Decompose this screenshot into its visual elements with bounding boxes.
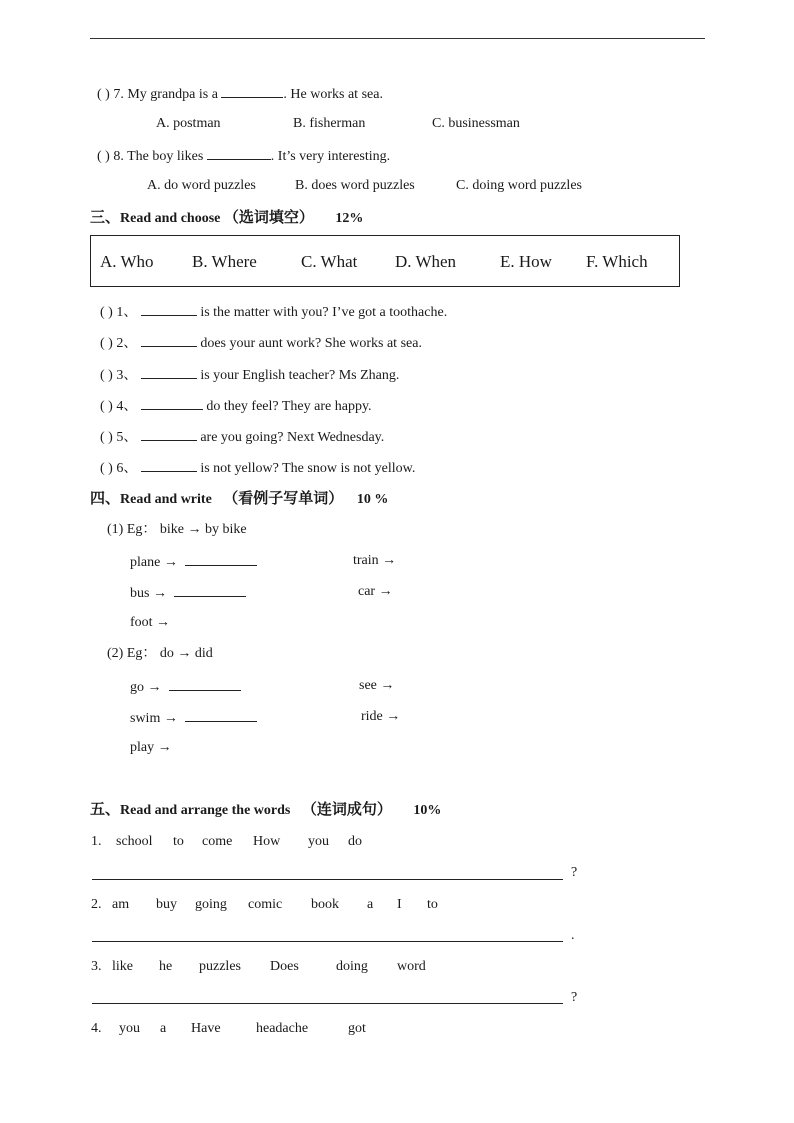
answer-paren[interactable]: ( ) <box>100 430 113 445</box>
item-text: is your English teacher? Ms Zhang. <box>200 368 400 383</box>
word-ride <box>361 708 400 726</box>
example-1: (1) Eg： bike → by bike <box>107 522 247 537</box>
answer-paren[interactable]: ( ) <box>97 149 110 164</box>
end-punctuation: ? <box>571 865 578 880</box>
section-title: Read and arrange the words <box>120 803 291 818</box>
word-label: foot → <box>130 615 171 630</box>
word-label: bus → <box>130 586 167 601</box>
word-bus <box>130 583 246 603</box>
word-choice-box <box>90 235 680 287</box>
option-a: A. postman <box>156 116 221 131</box>
section-title: Read and choose <box>120 211 221 226</box>
answer-blank[interactable] <box>169 677 241 691</box>
question-text: My grandpa is a <box>127 87 218 102</box>
question-number: 1. <box>91 834 102 849</box>
word: he <box>159 959 173 974</box>
word: book <box>311 897 339 912</box>
choose-item-6 <box>100 458 415 478</box>
choose-item-1 <box>100 302 447 322</box>
word: I <box>397 897 402 912</box>
word: puzzles <box>199 959 241 974</box>
answer-blank[interactable] <box>141 396 203 410</box>
question-text: The boy likes <box>127 149 204 164</box>
word: buy <box>156 897 177 912</box>
answer-blank[interactable] <box>185 552 257 566</box>
option-a: A. do word puzzles <box>147 178 256 193</box>
word-label: train → <box>353 553 397 568</box>
answer-blank[interactable] <box>174 583 246 597</box>
answer-blank[interactable] <box>141 302 197 316</box>
answer-line[interactable] <box>92 879 563 880</box>
choose-item-4 <box>100 396 372 416</box>
answer-blank[interactable] <box>141 458 197 472</box>
question-number: 7. <box>113 87 124 102</box>
word-plane <box>130 552 257 572</box>
answer-blank[interactable] <box>141 365 197 379</box>
word-see <box>359 677 394 695</box>
item-text: are you going? Next Wednesday. <box>200 430 385 445</box>
answer-blank[interactable] <box>141 333 197 347</box>
word-label: go → <box>130 680 162 695</box>
choose-item-2 <box>100 333 422 353</box>
answer-paren[interactable]: ( ) <box>100 336 113 351</box>
question-number: 4. <box>91 1021 102 1036</box>
answer-blank[interactable] <box>207 146 271 160</box>
end-punctuation: . <box>571 928 575 943</box>
answer-blank[interactable] <box>185 708 257 722</box>
question-7 <box>97 84 383 104</box>
choice-where: B. Where <box>192 252 257 271</box>
word-play <box>130 739 172 757</box>
question-number: 8. <box>113 149 124 164</box>
section-score: 12% <box>335 211 364 226</box>
item-number: 3、 <box>116 368 138 383</box>
word: word <box>397 959 426 974</box>
choose-item-5 <box>100 427 384 447</box>
word-label: plane → <box>130 555 178 570</box>
word: school <box>116 834 153 849</box>
item-text: is not yellow? The snow is not yellow. <box>200 461 416 476</box>
choice-what: C. What <box>301 252 358 271</box>
arrange-question-4 <box>91 1020 366 1038</box>
question-text-end: . He works at sea. <box>283 87 383 102</box>
answer-line[interactable] <box>92 1003 563 1004</box>
word-label: ride → <box>361 709 401 724</box>
choose-item-3 <box>100 365 399 385</box>
answer-blank[interactable] <box>141 427 197 441</box>
section-score: 10% <box>413 803 442 818</box>
word-foot <box>130 614 170 632</box>
word: got <box>348 1021 366 1036</box>
word-swim <box>130 708 257 728</box>
word: comic <box>248 897 283 912</box>
word: headache <box>256 1021 309 1036</box>
word: Have <box>191 1021 221 1036</box>
question-number: 3. <box>91 959 102 974</box>
section-prefix: 四、 <box>90 489 121 507</box>
answer-paren[interactable]: ( ) <box>97 87 110 102</box>
section-prefix: 三、 <box>90 208 121 226</box>
section-3-heading <box>90 208 363 228</box>
word: How <box>253 834 281 849</box>
word: a <box>367 897 374 912</box>
choice-who: A. Who <box>100 252 154 271</box>
answer-paren[interactable]: ( ) <box>100 399 113 414</box>
word-label: play → <box>130 740 172 755</box>
item-number: 6、 <box>116 461 138 476</box>
item-number: 5、 <box>116 430 138 445</box>
section-score: 10 % <box>356 492 389 507</box>
section-title: Read and write <box>120 492 212 507</box>
section-title-cn: （选词填空） <box>223 208 314 226</box>
header-rule <box>90 38 705 39</box>
option-b: B. does word puzzles <box>295 178 415 193</box>
choice-when: D. When <box>395 252 457 271</box>
arrange-question-2 <box>91 896 438 914</box>
arrange-question-3 <box>91 958 426 976</box>
choice-which: F. Which <box>586 252 648 271</box>
item-number: 2、 <box>116 336 138 351</box>
question-8 <box>97 146 390 166</box>
option-c: C. businessman <box>432 116 520 131</box>
choice-how: E. How <box>500 252 552 271</box>
word: to <box>427 897 438 912</box>
word: a <box>160 1021 167 1036</box>
option-c: C. doing word puzzles <box>456 178 582 193</box>
word-go <box>130 677 241 697</box>
word-label: swim → <box>130 711 178 726</box>
item-number: 4、 <box>116 399 138 414</box>
word: do <box>348 834 362 849</box>
question-number: 2. <box>91 897 102 912</box>
word: going <box>195 897 227 912</box>
answer-paren[interactable]: ( ) <box>100 461 113 476</box>
word-label: car → <box>358 584 393 599</box>
word: you <box>119 1021 140 1036</box>
section-title-cn: （看例子写单词） <box>223 489 344 507</box>
word: like <box>112 959 133 974</box>
word: Does <box>270 959 299 974</box>
word: you <box>308 834 329 849</box>
option-b: B. fisherman <box>293 116 366 131</box>
example-2: (2) Eg： do → did <box>107 646 213 661</box>
section-prefix: 五、 <box>90 800 121 818</box>
answer-blank[interactable] <box>221 84 283 98</box>
section-title-cn: （连词成句） <box>301 800 392 818</box>
section-5-heading <box>90 800 441 820</box>
word: come <box>202 834 233 849</box>
end-punctuation: ? <box>571 990 578 1005</box>
word: to <box>173 834 184 849</box>
word-train <box>353 552 396 570</box>
question-text-end: . It’s very interesting. <box>270 149 391 164</box>
word: doing <box>336 959 368 974</box>
word: am <box>112 897 130 912</box>
word-label: see → <box>359 678 395 693</box>
section-4-heading <box>90 489 388 509</box>
arrange-question-1 <box>91 833 362 851</box>
item-text: does your aunt work? She works at sea. <box>200 336 422 351</box>
item-text: do they feel? They are happy. <box>206 399 372 414</box>
answer-paren[interactable]: ( ) <box>100 368 113 383</box>
word-car <box>358 583 393 601</box>
item-text: is the matter with you? I’ve got a toothache. <box>200 305 448 320</box>
answer-line[interactable] <box>92 941 563 942</box>
answer-paren[interactable]: ( ) <box>100 305 113 320</box>
item-number: 1、 <box>116 305 138 320</box>
